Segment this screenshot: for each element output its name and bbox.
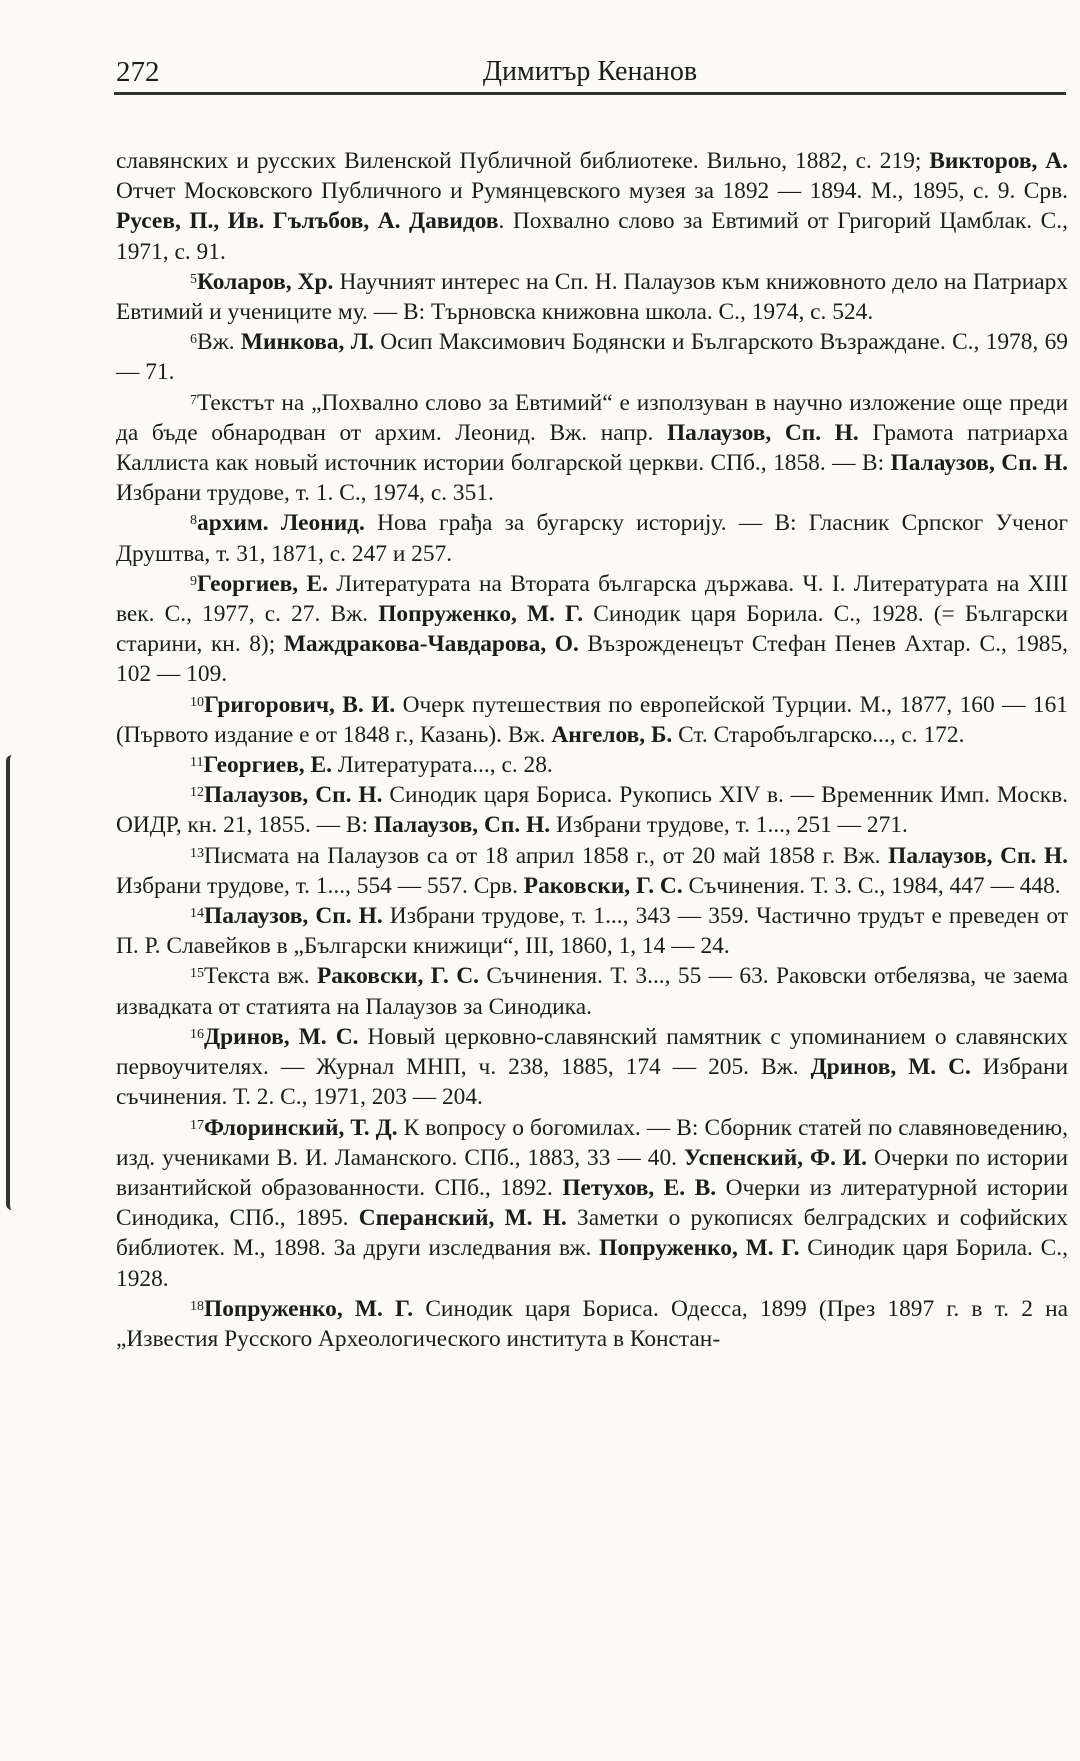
footnote-number: 12 bbox=[190, 785, 204, 801]
footnote-number: 15 bbox=[190, 966, 204, 982]
author-name: Викторов, А. bbox=[929, 148, 1068, 174]
page-header bbox=[114, 50, 1066, 95]
author-name: Григорович, В. И. bbox=[204, 691, 396, 718]
footnote-text: Синодик царя Бориса. Рукопись XIV в. — Временник Имп. Москв. ОИДР, кн. 21, 1855. — В: bbox=[116, 782, 1068, 839]
footnote-text: славянских и русских Виленской Публичной библиотеке. Вильно, 1882, с. 219; bbox=[116, 148, 930, 174]
footnote-9 bbox=[116, 569, 1068, 690]
footnote-text: Синодик царя Борила. С., 1928. (= Български старини, кн. 8); bbox=[116, 601, 1069, 658]
footnote-number: 11 bbox=[190, 755, 204, 771]
footnote-text: Ст. Старобългарско..., с. 172. bbox=[672, 721, 965, 748]
author-name: архим. Леонид. bbox=[197, 510, 365, 537]
author-name: Палаузов, Сп. Н. bbox=[888, 842, 1068, 869]
author-name: Маждракова-Чавдарова, О. bbox=[283, 631, 579, 658]
footnote-16 bbox=[116, 1022, 1068, 1113]
author-name: Сперанский, М. Н. bbox=[358, 1205, 567, 1232]
footnote-text: Избрани трудове, т. 1..., 343 — 359. Частично трудът е преведен от П. Р. Славейков в „Български книжици“, III, 1860, 1, 14 — 24. bbox=[116, 903, 1068, 960]
footnote-text: Избрани трудове, т. 1..., 251 — 271. bbox=[550, 812, 908, 839]
footnote-number: 8 bbox=[190, 513, 197, 529]
footnote-text: Възрожденецът Стефан Пенев Ахтар. С., 1985, 102 — 109. bbox=[116, 631, 1069, 688]
footnote-text: Нова грађа за бугарску историју. — В: Гласник Српског Ученог Друштва, т. 31, 1871, с. 247 и 257. bbox=[116, 510, 1069, 567]
footnote-text: Заметки о рукописях белградских и софийских библиотек. М., 1898. За други изследвания вж. bbox=[116, 1205, 1068, 1262]
footnote-8 bbox=[116, 508, 1068, 568]
footnote-13 bbox=[116, 841, 1068, 901]
page-edge-mark bbox=[6, 755, 26, 1210]
footnote-number: 13 bbox=[190, 845, 204, 861]
footnote-10 bbox=[116, 690, 1068, 750]
author-name: Ангелов, Б. bbox=[551, 721, 673, 748]
footnote-number: 18 bbox=[190, 1298, 204, 1314]
author-name: Коларов, Хр. bbox=[197, 268, 334, 295]
footnote-text: Литературата на Втората българска държава. Ч. I. Литературата на XIII век. С., 1977, с. 27. Вж. bbox=[116, 570, 1068, 628]
footnotes-body bbox=[116, 146, 1068, 1354]
footnote-number: 6 bbox=[190, 332, 197, 348]
author-name: Палаузов, Сп. Н. bbox=[890, 450, 1068, 477]
footnote-text: Текстът на „Похвално слово за Евтимий“ е използуван в научно изложение още преди да бъде обнародван от архим. Леонид. Вж. напр. bbox=[116, 389, 1068, 446]
author-name: Флоринский, Т. Д. bbox=[204, 1114, 398, 1141]
footnote-11 bbox=[116, 750, 1068, 780]
footnote-number: 10 bbox=[190, 694, 204, 710]
footnote-text: Избрани съчинения. Т. 2. С., 1971, 203 — 204. bbox=[116, 1054, 1068, 1111]
footnote-number: 5 bbox=[190, 271, 197, 287]
footnote-text: Избрани трудове, т. 1..., 554 — 557. Срв. bbox=[116, 872, 524, 899]
author-name: Палаузов, Сп. Н. bbox=[204, 782, 383, 809]
footnote-text: Литературата..., с. 28. bbox=[331, 752, 553, 779]
page-number: 272 bbox=[116, 56, 160, 88]
footnote-text: Синодик царя Бориса. Одесса, 1899 (През 1897 г. в т. 2 на „Известия Русского Археологического института в Констан- bbox=[116, 1295, 1069, 1352]
footnote-text: Текста вж. bbox=[204, 963, 317, 990]
footnote-text: Отчет Московского Публичного и Румянцевского музея за 1892 — 1894. М., 1895, с. 9. Срв. bbox=[116, 178, 1068, 205]
author-name: Раковски, Г. С. bbox=[316, 963, 479, 990]
footnote-17 bbox=[116, 1113, 1068, 1294]
author-name: Палаузов, Сп. Н. bbox=[373, 812, 551, 839]
author-name: Петухов, Е. В. bbox=[562, 1174, 717, 1201]
author-name: Дринов, М. С. bbox=[810, 1054, 971, 1081]
footnote-text: Очерк путешествия по европейской Турции. М., 1877, 160 — 161 (Първото издание е от 1848 г., Казань). Вж. bbox=[116, 691, 1068, 748]
running-title: Димитър Кенанов bbox=[482, 56, 698, 87]
footnote-number: 17 bbox=[190, 1117, 204, 1133]
footnote-text: Писмата на Палаузов са от 18 април 1858 г., от 20 май 1858 г. Вж. bbox=[204, 842, 889, 869]
footnote-12 bbox=[116, 780, 1068, 840]
footnote-6 bbox=[116, 327, 1068, 387]
footnote-14 bbox=[116, 901, 1068, 961]
footnote-text: Грамота патриарха Каллиста как новый источник истории болгарской церкви. СПб., 1858. — В: bbox=[116, 419, 1068, 477]
footnote-text: Очерки из литературной истории Синодика, СПб., 1895. bbox=[116, 1174, 1068, 1232]
footnote-text: К вопросу о богомилах. — В: Сборник статей по славяноведению, изд. учениками В. И. Ламанского. СПб., 1883, 33 — 40. bbox=[116, 1114, 1068, 1171]
footnote-number: 9 bbox=[190, 573, 197, 589]
author-name: Георгиев, Е. bbox=[197, 570, 328, 597]
footnote-7 bbox=[116, 388, 1068, 509]
footnote-text: . Похвално слово за Евтимий от Григорий Цамблак. С., 1971, с. 91. bbox=[116, 208, 1068, 265]
author-name: Попруженко, М. Г. bbox=[599, 1235, 800, 1262]
footnote-text: Съчинения. Т. 3. С., 1984, 447 — 448. bbox=[682, 872, 1061, 899]
footnote-number: 14 bbox=[190, 906, 204, 922]
footnote-text: Новый церковно-славянский памятник с упоминанием о славянских первоучителях. — Журнал МНП, ч. 238, 1885, 174 — 205. Вж. bbox=[116, 1023, 1068, 1081]
footnote-text: Вж. bbox=[197, 329, 241, 356]
footnote-text: Очерки по истории византийской образованности. СПб., 1892. bbox=[116, 1144, 1068, 1201]
author-name: Палаузов, Сп. Н. bbox=[666, 419, 859, 446]
author-name: Георгиев, Е. bbox=[203, 752, 332, 779]
author-name: Успенский, Ф. И. bbox=[684, 1144, 867, 1171]
footnote-text: Осип Максимович Бодянски и Българското Възраждане. С., 1978, 69 — 71. bbox=[116, 329, 1068, 386]
footnote-18 bbox=[116, 1294, 1068, 1354]
footnote-text: Научният интерес на Сп. Н. Палаузов към книжовното дело на Патриарх Евтимий и учениците му. — В: Търновска книжовна школа. С., 1974, с. 524. bbox=[116, 268, 1069, 326]
author-name: Раковски, Г. С. bbox=[523, 872, 683, 899]
author-name: Русев, П., Ив. Гълъбов, А. Давидов bbox=[116, 208, 499, 235]
author-name: Палаузов, Сп. Н. bbox=[204, 903, 383, 930]
author-name: Минкова, Л. bbox=[240, 329, 374, 356]
author-name: Попруженко, М. Г. bbox=[378, 601, 584, 628]
footnote-text: Избрани трудове, т. 1. С., 1974, с. 351. bbox=[116, 480, 494, 507]
footnote-continued bbox=[116, 146, 1068, 267]
author-name: Попруженко, М. Г. bbox=[204, 1295, 414, 1322]
footnote-text: Синодик царя Борила. С., 1928. bbox=[116, 1235, 1068, 1292]
footnote-15 bbox=[116, 961, 1068, 1021]
author-name: Дринов, М. С. bbox=[204, 1023, 359, 1050]
footnote-text: Съчинения. Т. 3..., 55 — 63. Раковски отбелязва, че заема извадката от статията на Палаузов за Синодика. bbox=[116, 963, 1069, 1020]
footnote-5 bbox=[116, 267, 1068, 327]
footnote-number: 16 bbox=[190, 1026, 204, 1042]
footnote-number: 7 bbox=[190, 392, 197, 408]
